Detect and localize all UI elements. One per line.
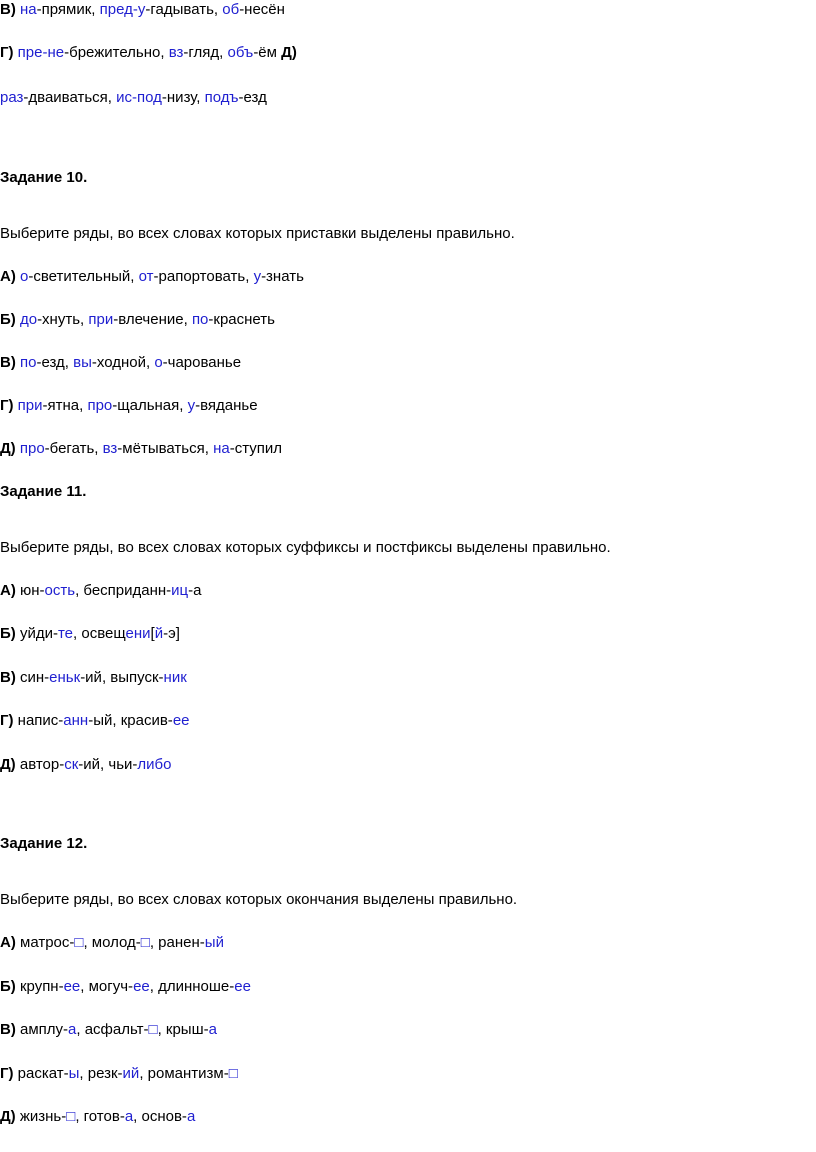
text-run: крупн- <box>19 978 64 995</box>
highlighted-morpheme: □ <box>74 934 84 951</box>
text-run: матрос- <box>20 934 75 951</box>
highlighted-morpheme: еньк <box>49 669 81 686</box>
text-run: -краснеть <box>208 311 275 328</box>
highlighted-morpheme: при <box>88 311 114 328</box>
text-run: -ходной, <box>91 354 155 371</box>
highlighted-morpheme: а <box>186 1108 196 1125</box>
highlighted-morpheme: ени <box>125 625 151 642</box>
highlighted-morpheme: й <box>154 625 164 642</box>
highlighted-morpheme: а <box>68 1021 77 1038</box>
highlighted-morpheme: вз <box>102 440 118 457</box>
text-run: -несён <box>239 1 285 18</box>
bold-label: Г) <box>0 1065 18 1082</box>
text-run: -ём <box>253 44 282 61</box>
text-run: Выберите ряды, во всех словах которых окончания выделены правильно. <box>0 891 518 908</box>
text-run: -брежительно, <box>64 44 169 61</box>
highlighted-morpheme: по <box>20 354 37 371</box>
highlighted-morpheme: ник <box>163 669 187 686</box>
highlighted-morpheme: пред-у <box>99 1 146 18</box>
text-run: -ий, чьи- <box>78 756 138 773</box>
text-run: -езд <box>238 89 267 106</box>
text-line <box>0 1064 238 1084</box>
bold-label: Г) <box>0 712 18 729</box>
text-line <box>0 43 297 63</box>
text-run: , асфальт- <box>76 1021 149 1038</box>
highlighted-morpheme: вз <box>168 44 184 61</box>
text-run: напис- <box>17 712 64 729</box>
bold-label: Задание 12. <box>0 835 88 852</box>
highlighted-morpheme: раз <box>0 89 24 106</box>
text-line <box>0 396 258 416</box>
text-run: жизнь- <box>19 1108 67 1125</box>
text-run: , крыш- <box>157 1021 209 1038</box>
bold-label: Д) <box>0 440 20 457</box>
bold-label: Б) <box>0 625 20 642</box>
text-line <box>0 353 241 373</box>
highlighted-morpheme: по <box>191 311 209 328</box>
bold-label: Б) <box>0 311 20 328</box>
text-run: -рапортовать, <box>153 268 254 285</box>
bold-label: Г) <box>0 44 18 61</box>
text-run: , романтизм- <box>139 1065 229 1082</box>
text-run: Выберите ряды, во всех словах которых приставки выделены правильно. <box>0 225 515 242</box>
bold-label: А) <box>0 934 20 951</box>
highlighted-morpheme: □ <box>228 1065 238 1082</box>
text-run: -вяданье <box>195 397 258 414</box>
text-run: амплу- <box>20 1021 69 1038</box>
bold-label: Д) <box>0 756 20 773</box>
text-run: -низу, <box>161 89 205 106</box>
highlighted-morpheme: ее <box>63 978 81 995</box>
highlighted-morpheme: а <box>208 1021 217 1038</box>
highlighted-morpheme: о <box>20 268 29 285</box>
text-run: , готов- <box>75 1108 125 1125</box>
highlighted-morpheme: про <box>87 397 113 414</box>
text-run: -прямик, <box>36 1 100 18</box>
text-line <box>0 0 285 20</box>
text-line <box>0 890 517 910</box>
text-run: -ий, выпуск- <box>80 669 164 686</box>
highlighted-morpheme: те <box>57 625 74 642</box>
bold-label: Б) <box>0 978 20 995</box>
highlighted-morpheme: про <box>19 440 45 457</box>
highlighted-morpheme: ее <box>234 978 251 995</box>
bold-label: Д) <box>281 44 297 61</box>
highlighted-morpheme: ы <box>68 1065 80 1082</box>
bold-label: А) <box>0 582 20 599</box>
text-run: юн- <box>20 582 45 599</box>
highlighted-morpheme: о <box>154 354 163 371</box>
text-run: син- <box>20 669 50 686</box>
bold-label: Д) <box>0 1108 20 1125</box>
highlighted-morpheme: ый <box>204 934 224 951</box>
highlighted-morpheme: а <box>124 1108 134 1125</box>
highlighted-morpheme: ий <box>122 1065 140 1082</box>
highlighted-morpheme: ис-под <box>116 89 162 106</box>
text-run: , резк- <box>79 1065 123 1082</box>
highlighted-morpheme: от <box>138 268 154 285</box>
text-run: , молод- <box>83 934 141 951</box>
highlighted-morpheme: до <box>19 311 38 328</box>
highlighted-morpheme: ость <box>44 582 76 599</box>
highlighted-morpheme: ее <box>133 978 150 995</box>
text-run: автор- <box>19 756 65 773</box>
text-run: -гляд, <box>183 44 228 61</box>
highlighted-morpheme: □ <box>66 1108 76 1125</box>
highlighted-morpheme: ее <box>172 712 190 729</box>
highlighted-morpheme: либо <box>137 756 172 773</box>
text-run: -гадывать, <box>145 1 223 18</box>
text-run: -ятна, <box>42 397 88 414</box>
bold-label: Задание 11. <box>0 483 87 500</box>
text-run: -влечение, <box>113 311 192 328</box>
text-line <box>0 581 202 601</box>
text-run: -мётываться, <box>117 440 214 457</box>
text-line <box>0 624 180 644</box>
highlighted-morpheme: анн <box>63 712 89 729</box>
text-line <box>0 668 187 688</box>
text-line <box>0 1020 217 1040</box>
bold-label: А) <box>0 268 20 285</box>
text-run: -ый, красив- <box>88 712 173 729</box>
highlighted-morpheme: подъ <box>204 89 239 106</box>
text-run: Выберите ряды, во всех словах которых суффиксы и постфиксы выделены правильно. <box>0 539 611 556</box>
text-run: -а <box>188 582 202 599</box>
text-run: , могуч- <box>80 978 134 995</box>
text-line <box>0 755 171 775</box>
text-line <box>0 977 251 997</box>
text-run: -дваиваться, <box>23 89 117 106</box>
text-line <box>0 224 515 244</box>
highlighted-morpheme: об <box>222 1 240 18</box>
text-run: , основ- <box>133 1108 187 1125</box>
highlighted-morpheme: при <box>17 397 43 414</box>
highlighted-morpheme: у <box>187 397 196 414</box>
text-run: -чарованье <box>162 354 242 371</box>
highlighted-morpheme: на <box>213 440 230 457</box>
text-line <box>0 933 224 953</box>
text-run: -хнуть, <box>37 311 89 328</box>
text-line <box>0 88 267 108</box>
text-run: -ступил <box>229 440 282 457</box>
text-run: , освещ <box>73 625 126 642</box>
bold-label: Задание 10. <box>0 169 88 186</box>
text-line <box>0 834 87 854</box>
text-line <box>0 310 275 330</box>
highlighted-morpheme: ск <box>64 756 79 773</box>
text-line <box>0 538 611 558</box>
text-line <box>0 168 87 188</box>
highlighted-morpheme: пре-не <box>17 44 65 61</box>
text-run: -езд, <box>36 354 74 371</box>
text-line <box>0 711 190 731</box>
bold-label: В) <box>0 354 20 371</box>
text-line <box>0 482 86 502</box>
text-run: -э] <box>163 625 180 642</box>
highlighted-morpheme: объ <box>227 44 254 61</box>
bold-label: Г) <box>0 397 18 414</box>
text-run: , бесприданн- <box>75 582 172 599</box>
highlighted-morpheme: □ <box>140 934 150 951</box>
bold-label: В) <box>0 1021 20 1038</box>
text-run: , ранен- <box>149 934 205 951</box>
bold-label: В) <box>0 669 20 686</box>
text-run: -бегать, <box>44 440 103 457</box>
highlighted-morpheme: на <box>20 1 37 18</box>
highlighted-morpheme: у <box>253 268 262 285</box>
highlighted-morpheme: вы <box>73 354 92 371</box>
highlighted-morpheme: иц <box>171 582 189 599</box>
text-run: уйди- <box>19 625 58 642</box>
text-run: -светительный, <box>28 268 139 285</box>
text-run: -знать <box>261 268 304 285</box>
highlighted-morpheme: □ <box>148 1021 158 1038</box>
text-run: [ <box>150 625 155 642</box>
text-line <box>0 1107 195 1127</box>
text-line <box>0 267 304 287</box>
text-run: , длинноше- <box>149 978 235 995</box>
bold-label: В) <box>0 1 20 18</box>
text-run: -щальная, <box>112 397 188 414</box>
text-run: раскат- <box>17 1065 69 1082</box>
text-line <box>0 439 282 459</box>
